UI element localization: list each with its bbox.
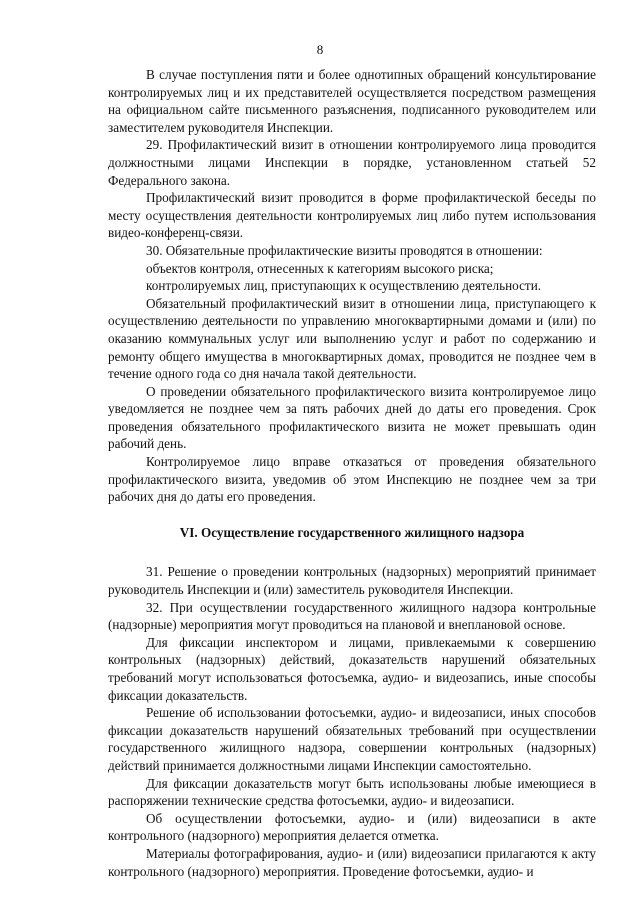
paragraph-preventive-visit-form: Профилактический визит проводится в форме профилактической беседы по месту осуществления деятельности контролируемых лиц либо путем использования видео-конференц-связи. bbox=[108, 190, 596, 241]
paragraph-mandatory-visit-deadline: Обязательный профилактический визит в отношении лица, приступающего к осуществлению деятельности по управлению многоквартирными домами и (или) по оказанию коммунальных услуг или выполнению услуг и работ по содержанию и ремонту общего имущества в многоквартирных домах, проводится не позднее чем в течение одного года со дня начала такой деятельности. bbox=[108, 295, 596, 382]
paragraph-30-mandatory-visits: 30. Обязательные профилактические визиты проводятся в отношении: bbox=[146, 242, 543, 258]
paragraph-visit-refusal: Контролируемое лицо вправе отказаться от проведения обязательного профилактического визита, уведомив об этом Инспекцию не позднее чем за три рабочих дня до даты его проведения. bbox=[108, 454, 596, 505]
paragraph-recording-decision: Решение об использовании фотосъемки, аудио- и видеозаписи, иных способов фиксации доказательств нарушений обязательных требований при осуществлении государственного жилищного надзора, совершении контрольных (надзорных) действий принимается должностными лицами Инспекции самостоятельно. bbox=[108, 705, 596, 773]
document-body bbox=[108, 66, 596, 880]
paragraph-technical-means: Для фиксации доказательств могут быть использованы любые имеющиеся в распоряжении технические средства фотосъемки, аудио- и видеозаписи. bbox=[108, 775, 596, 809]
paragraph-materials-attached: Материалы фотографирования, аудио- и (или) видеозаписи прилагаются к акту контрольного (надзорного) мероприятия. Проведение фотосъемки, аудио- и bbox=[108, 845, 596, 879]
paragraph-consultation-mass-requests: В случае поступления пяти и более однотипных обращений консультирование контролируемых лиц и их представителей осуществляется посредством размещения на официальном сайте письменного разъяснения, подписанного руководителем или заместителем руководителя Инспекции. bbox=[108, 67, 596, 135]
paragraph-visit-notification: О проведении обязательного профилактического визита контролируемое лицо уведомляется не позднее чем за пять рабочих дней до даты его проведения. Срок проведения обязательного профилактического визита не может превышать один рабочий день. bbox=[108, 383, 596, 452]
section-heading: VI. Осуществление государственного жилищного надзора bbox=[179, 524, 525, 540]
paragraph-32-control-events: 32. При осуществлении государственного жилищного надзора контрольные (надзорные) мероприятия могут проводиться на плановой и внеплановой основе. bbox=[108, 599, 596, 633]
paragraph-evidence-fixation: Для фиксации инспектором и лицами, привлекаемыми к совершению контрольных (надзорных) действий, доказательств нарушений обязательных требований могут использоваться фотосъемка, аудио- и видеозапись, иные способы фиксации доказательств. bbox=[108, 634, 596, 703]
list-item-high-risk-objects: объектов контроля, отнесенных к категориям высокого риска; bbox=[146, 260, 494, 276]
paragraph-act-note: Об осуществлении фотосъемки, аудио- и (или) видеозаписи в акте контрольного (надзорного) мероприятия делается отметка. bbox=[108, 810, 596, 844]
list-item-starting-entities: контролируемых лиц, приступающих к осуществлению деятельности. bbox=[146, 278, 542, 294]
paragraph-29-preventive-visit: 29. Профилактический визит в отношении контролируемого лица проводится должностными лицами Инспекции в порядке, установленном статьей 52 Федерального закона. bbox=[108, 137, 596, 188]
page-number: 8 bbox=[316, 42, 324, 57]
paragraph-31-decision: 31. Решение о проведении контрольных (надзорных) мероприятий принимает руководитель Инспекции и (или) заместитель руководителя Инспекции. bbox=[108, 564, 596, 598]
